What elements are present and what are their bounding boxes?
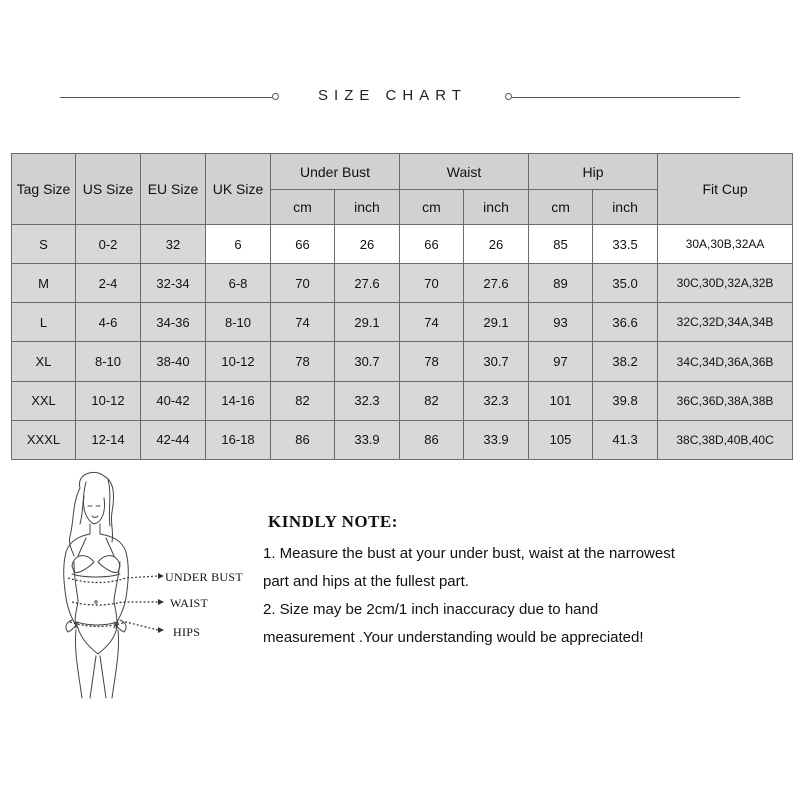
measurement-figure: [28, 470, 258, 700]
cell-waist-cm: 70: [400, 264, 464, 303]
waist-label: WAIST: [170, 596, 209, 610]
hips-label: HIPS: [173, 625, 201, 639]
cell-bust-cm: 82: [271, 381, 335, 420]
cell-tag: M: [12, 264, 76, 303]
cell-bust-inch: 27.6: [335, 264, 400, 303]
cell-bust-inch: 26: [335, 225, 400, 264]
cell-us: 10-12: [76, 381, 141, 420]
cell-hip-inch: 33.5: [593, 225, 658, 264]
table-row: [12, 381, 793, 420]
cell-hip-cm: 105: [529, 420, 593, 459]
cell-tag: L: [12, 303, 76, 342]
cell-eu: 34-36: [141, 303, 206, 342]
cell-bust-cm: 74: [271, 303, 335, 342]
cell-hip-cm: 97: [529, 342, 593, 381]
header-tag-size: Tag Size: [12, 154, 76, 225]
table-row: [12, 264, 793, 303]
note-line-1: 1. Measure the bust at your under bust, waist at the narrowest: [263, 545, 675, 562]
cell-us: 0-2: [76, 225, 141, 264]
cell-bust-cm: 86: [271, 420, 335, 459]
header-bust-inch: inch: [335, 190, 400, 225]
cell-waist-cm: 74: [400, 303, 464, 342]
cell-waist-inch: 32.3: [464, 381, 529, 420]
header-bust-cm: cm: [271, 190, 335, 225]
page-title: SIZE CHART: [318, 87, 467, 104]
header-hip-cm: cm: [529, 190, 593, 225]
cell-hip-cm: 89: [529, 264, 593, 303]
header-waist: Waist: [400, 154, 529, 190]
cell-uk: 6-8: [206, 264, 271, 303]
size-table: [11, 153, 793, 460]
header-under-bust: Under Bust: [271, 154, 400, 190]
under-bust-label: UNDER BUST: [165, 570, 244, 584]
cell-uk: 10-12: [206, 342, 271, 381]
cell-bust-cm: 70: [271, 264, 335, 303]
cell-waist-inch: 33.9: [464, 420, 529, 459]
cell-fit-cup: 38C,38D,40B,40C: [658, 420, 793, 459]
cell-hip-inch: 38.2: [593, 342, 658, 381]
header-eu-size: EU Size: [141, 154, 206, 225]
cell-tag: XL: [12, 342, 76, 381]
table-row: [12, 225, 793, 264]
header-hip-inch: inch: [593, 190, 658, 225]
cell-fit-cup: 32C,32D,34A,34B: [658, 303, 793, 342]
cell-uk: 14-16: [206, 381, 271, 420]
cell-tag: XXL: [12, 381, 76, 420]
title-ornament-right: [505, 93, 512, 100]
size-chart-title-bar: [0, 82, 800, 114]
cell-hip-cm: 85: [529, 225, 593, 264]
cell-eu: 42-44: [141, 420, 206, 459]
cell-hip-inch: 39.8: [593, 381, 658, 420]
header-fit-cup: Fit Cup: [658, 154, 793, 225]
cell-fit-cup: 34C,34D,36A,36B: [658, 342, 793, 381]
cell-us: 2-4: [76, 264, 141, 303]
title-rule-left: [60, 97, 272, 98]
cell-waist-inch: 26: [464, 225, 529, 264]
cell-waist-inch: 27.6: [464, 264, 529, 303]
note-line-4: measurement .Your understanding would be appreciated!: [263, 629, 644, 646]
cell-bust-inch: 30.7: [335, 342, 400, 381]
title-rule-right: [512, 97, 740, 98]
table-row: [12, 420, 793, 459]
cell-tag: S: [12, 225, 76, 264]
cell-bust-inch: 33.9: [335, 420, 400, 459]
cell-uk: 6: [206, 225, 271, 264]
cell-eu: 32-34: [141, 264, 206, 303]
cell-eu: 38-40: [141, 342, 206, 381]
cell-tag: XXXL: [12, 420, 76, 459]
cell-hip-inch: 35.0: [593, 264, 658, 303]
cell-waist-cm: 86: [400, 420, 464, 459]
cell-fit-cup: 30C,30D,32A,32B: [658, 264, 793, 303]
cell-us: 12-14: [76, 420, 141, 459]
cell-bust-inch: 32.3: [335, 381, 400, 420]
header-waist-inch: inch: [464, 190, 529, 225]
cell-uk: 8-10: [206, 303, 271, 342]
cell-waist-cm: 66: [400, 225, 464, 264]
table-row: [12, 303, 793, 342]
note-line-3: 2. Size may be 2cm/1 inch inaccuracy due to hand: [263, 601, 599, 618]
header-us-size: US Size: [76, 154, 141, 225]
cell-waist-inch: 30.7: [464, 342, 529, 381]
cell-waist-cm: 78: [400, 342, 464, 381]
header-uk-size: UK Size: [206, 154, 271, 225]
cell-bust-inch: 29.1: [335, 303, 400, 342]
woman-sketch-illustration: [28, 470, 258, 700]
cell-hip-cm: 93: [529, 303, 593, 342]
cell-hip-cm: 101: [529, 381, 593, 420]
cell-eu: 32: [141, 225, 206, 264]
cell-uk: 16-18: [206, 420, 271, 459]
cell-hip-inch: 36.6: [593, 303, 658, 342]
kindly-note-heading: KINDLY NOTE:: [268, 512, 398, 531]
title-ornament-left: [272, 93, 279, 100]
cell-waist-inch: 29.1: [464, 303, 529, 342]
cell-eu: 40-42: [141, 381, 206, 420]
header-waist-cm: cm: [400, 190, 464, 225]
cell-us: 4-6: [76, 303, 141, 342]
cell-bust-cm: 66: [271, 225, 335, 264]
cell-us: 8-10: [76, 342, 141, 381]
cell-hip-inch: 41.3: [593, 420, 658, 459]
note-line-2: part and hips at the fullest part.: [263, 573, 469, 590]
cell-bust-cm: 78: [271, 342, 335, 381]
cell-fit-cup: 36C,36D,38A,38B: [658, 381, 793, 420]
cell-fit-cup: 30A,30B,32AA: [658, 225, 793, 264]
header-hip: Hip: [529, 154, 658, 190]
table-row: [12, 342, 793, 381]
cell-waist-cm: 82: [400, 381, 464, 420]
